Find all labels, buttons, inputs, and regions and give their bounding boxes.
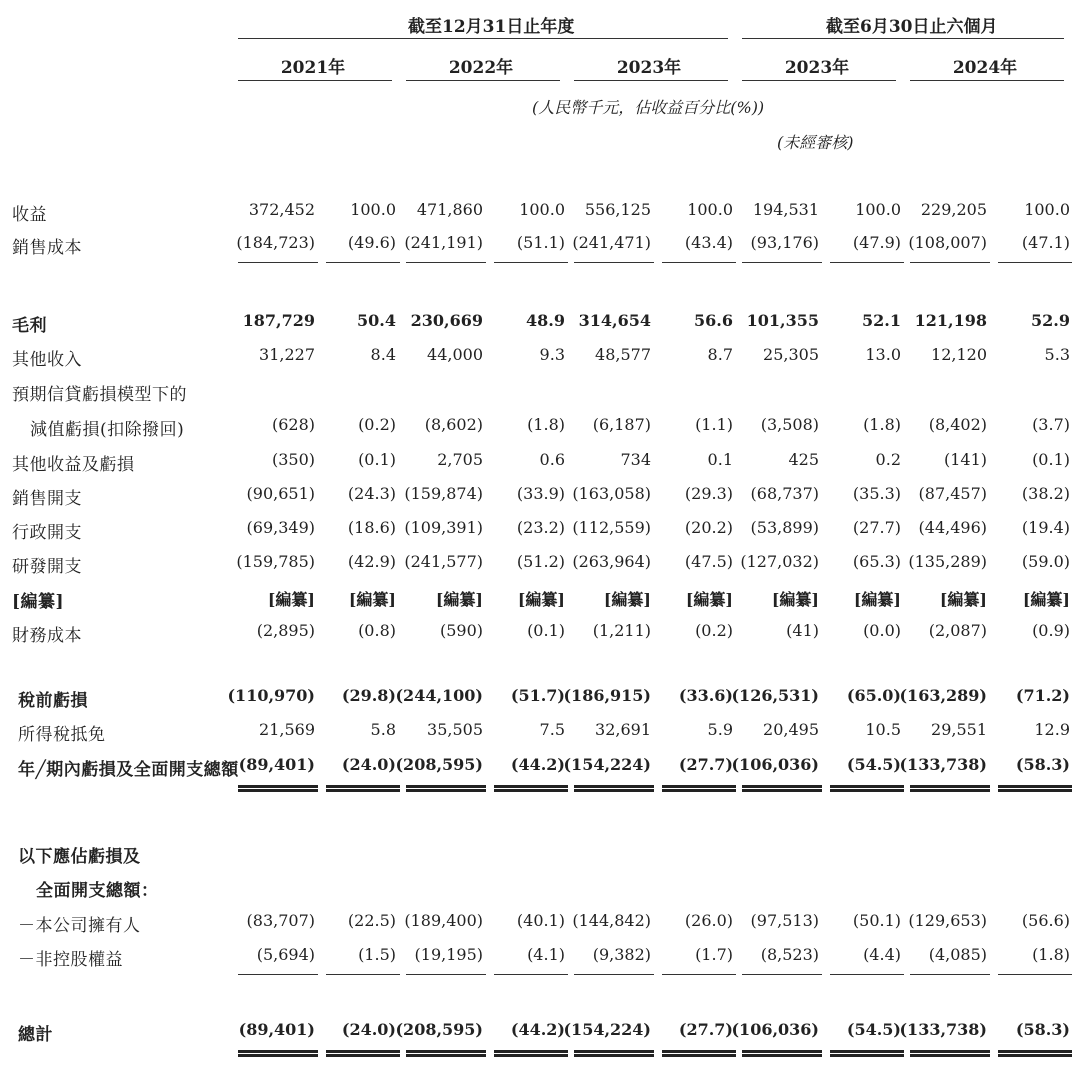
double-underline	[830, 785, 904, 792]
cell-value: 52.9	[1031, 311, 1070, 330]
cell-value: (47.9)	[852, 233, 901, 252]
row-label: 總計	[18, 1025, 53, 1045]
header-group-fy-rule	[238, 38, 728, 39]
cell-value: (68,737)	[750, 484, 819, 503]
single-underline	[406, 974, 486, 975]
cell-value: (51.1)	[516, 233, 565, 252]
cell-value: [編纂]	[771, 590, 819, 609]
row-label: 稅前虧損	[18, 691, 88, 711]
cell-value: 0.1	[707, 450, 733, 469]
cell-value: (41)	[786, 621, 819, 640]
cell-value: (44.2)	[510, 1020, 565, 1039]
row-label: 預期信貸虧損模型下的	[12, 385, 187, 405]
cell-value: (2,087)	[928, 621, 987, 640]
cell-value: (154,224)	[563, 755, 651, 774]
cell-value: (0.2)	[358, 415, 396, 434]
double-underline	[998, 1050, 1072, 1057]
single-underline	[238, 262, 318, 263]
cell-value: (0.8)	[358, 621, 396, 640]
cell-value: 0.2	[875, 450, 901, 469]
single-underline	[662, 262, 736, 263]
cell-value: [編纂]	[853, 590, 901, 609]
cell-value: 25,305	[763, 345, 819, 364]
cell-value: (59.0)	[1021, 552, 1070, 571]
cell-value: (58.3)	[1015, 755, 1070, 774]
cell-value: (65.0)	[846, 686, 901, 705]
year-rule-2022	[406, 80, 560, 81]
cell-value: (54.5)	[846, 755, 901, 774]
cell-value: (141)	[943, 450, 987, 469]
cell-value: 187,729	[242, 311, 315, 330]
unit-note: (人民幣千元，佔收益百分比(%))	[532, 98, 765, 117]
cell-value: (112,559)	[572, 518, 651, 537]
cell-value: (129,653)	[908, 911, 987, 930]
double-underline	[574, 1050, 654, 1057]
cell-value: (144,842)	[572, 911, 651, 930]
cell-value: (24.3)	[347, 484, 396, 503]
double-underline	[830, 1050, 904, 1057]
cell-value: (27.7)	[678, 1020, 733, 1039]
year-2021: 2021年	[280, 58, 346, 78]
cell-value: (208,595)	[395, 755, 483, 774]
single-underline	[326, 974, 400, 975]
cell-value: (159,874)	[404, 484, 483, 503]
cell-value: (0.0)	[863, 621, 901, 640]
cell-value: (87,457)	[918, 484, 987, 503]
cell-value: (90,651)	[246, 484, 315, 503]
year-rule-2021	[238, 80, 392, 81]
cell-value: 8.7	[707, 345, 733, 364]
cell-value: [編纂]	[267, 590, 315, 609]
cell-value: (69,349)	[246, 518, 315, 537]
cell-value: (2,895)	[256, 621, 315, 640]
cell-value: (49.6)	[347, 233, 396, 252]
cell-value: (135,289)	[908, 552, 987, 571]
cell-value: (6,187)	[592, 415, 651, 434]
single-underline	[742, 262, 822, 263]
cell-value: (24.0)	[341, 755, 396, 774]
cell-value: (9,382)	[592, 945, 651, 964]
cell-value: (163,289)	[899, 686, 987, 705]
row-label: [編纂]	[12, 592, 65, 612]
cell-value: (35.3)	[852, 484, 901, 503]
cell-value: (1.8)	[1032, 945, 1070, 964]
double-underline	[494, 1050, 568, 1057]
cell-value: (29.3)	[684, 484, 733, 503]
single-underline	[574, 262, 654, 263]
cell-value: (51.2)	[516, 552, 565, 571]
cell-value: 100.0	[687, 200, 733, 219]
cell-value: 121,198	[914, 311, 987, 330]
cell-value: (89,401)	[238, 755, 315, 774]
row-label: 行政開支	[12, 523, 82, 543]
cell-value: 10.5	[865, 720, 901, 739]
cell-value: (244,100)	[395, 686, 483, 705]
cell-value: 7.5	[539, 720, 565, 739]
double-underline	[662, 1050, 736, 1057]
single-underline	[238, 974, 318, 975]
cell-value: (8,402)	[928, 415, 987, 434]
cell-value: (19.4)	[1021, 518, 1070, 537]
double-underline	[742, 1050, 822, 1057]
cell-value: (4.1)	[527, 945, 565, 964]
cell-value: (24.0)	[341, 1020, 396, 1039]
cell-value: (43.4)	[684, 233, 733, 252]
row-label: 財務成本	[12, 626, 82, 646]
cell-value: 100.0	[350, 200, 396, 219]
header-group-six-months: 截至6月30日止六個月	[826, 17, 998, 37]
cell-value: 471,860	[416, 200, 483, 219]
double-underline	[494, 785, 568, 792]
cell-value: (26.0)	[684, 911, 733, 930]
cell-value: (189,400)	[404, 911, 483, 930]
cell-value: (38.2)	[1021, 484, 1070, 503]
cell-value: (109,391)	[404, 518, 483, 537]
cell-value: 100.0	[1024, 200, 1070, 219]
row-label: 全面開支總額：	[36, 881, 159, 901]
row-label: 以下應佔虧損及	[18, 847, 141, 867]
cell-value: [編纂]	[435, 590, 483, 609]
cell-value: 101,355	[746, 311, 819, 330]
cell-value: (47.1)	[1021, 233, 1070, 252]
cell-value: 100.0	[519, 200, 565, 219]
cell-value: (628)	[271, 415, 315, 434]
cell-value: (126,531)	[731, 686, 819, 705]
cell-value: 0.6	[539, 450, 565, 469]
year-rule-2024-h1	[910, 80, 1064, 81]
double-underline	[662, 785, 736, 792]
row-label: 減值虧損(扣除撥回)	[30, 420, 185, 440]
cell-value: (58.3)	[1015, 1020, 1070, 1039]
cell-value: (23.2)	[516, 518, 565, 537]
cell-value: [編纂]	[939, 590, 987, 609]
cell-value: 100.0	[855, 200, 901, 219]
double-underline	[742, 785, 822, 792]
cell-value: 8.4	[370, 345, 396, 364]
year-2023-fy: 2023年	[616, 58, 682, 78]
cell-value: 56.6	[694, 311, 733, 330]
cell-value: (1.7)	[695, 945, 733, 964]
double-underline	[406, 1050, 486, 1057]
cell-value: (110,970)	[227, 686, 315, 705]
year-rule-2023-fy	[574, 80, 728, 81]
cell-value: (83,707)	[246, 911, 315, 930]
cell-value: (33.9)	[516, 484, 565, 503]
cell-value: (590)	[439, 621, 483, 640]
cell-value: 9.3	[539, 345, 565, 364]
single-underline	[326, 262, 400, 263]
cell-value: (106,036)	[731, 1020, 819, 1039]
cell-value: (0.1)	[527, 621, 565, 640]
cell-value: (133,738)	[899, 755, 987, 774]
row-label: －本公司擁有人	[18, 916, 141, 936]
cell-value: (19,195)	[414, 945, 483, 964]
cell-value: (44,496)	[918, 518, 987, 537]
cell-value: (18.6)	[347, 518, 396, 537]
row-label: 銷售成本	[12, 238, 82, 258]
row-label: 其他收入	[12, 350, 82, 370]
cell-value: 35,505	[427, 720, 483, 739]
cell-value: [編纂]	[517, 590, 565, 609]
cell-value: (27.7)	[678, 755, 733, 774]
cell-value: 48.9	[526, 311, 565, 330]
cell-value: [編纂]	[685, 590, 733, 609]
double-underline	[910, 785, 990, 792]
cell-value: 29,551	[931, 720, 987, 739]
cell-value: (8,523)	[760, 945, 819, 964]
cell-value: (97,513)	[750, 911, 819, 930]
double-underline	[326, 785, 400, 792]
cell-value: (4,085)	[928, 945, 987, 964]
unaudited-note: (未經審核)	[777, 133, 854, 152]
double-underline	[998, 785, 1072, 792]
cell-value: 12,120	[931, 345, 987, 364]
double-underline	[406, 785, 486, 792]
cell-value: (127,032)	[740, 552, 819, 571]
cell-value: (89,401)	[238, 1020, 315, 1039]
cell-value: 31,227	[259, 345, 315, 364]
cell-value: 5.9	[707, 720, 733, 739]
cell-value: (33.6)	[678, 686, 733, 705]
cell-value: (159,785)	[236, 552, 315, 571]
year-2024-h1: 2024年	[952, 58, 1018, 78]
cell-value: (4.4)	[863, 945, 901, 964]
cell-value: 20,495	[763, 720, 819, 739]
year-2023-h1: 2023年	[784, 58, 850, 78]
cell-value: 44,000	[427, 345, 483, 364]
double-underline	[574, 785, 654, 792]
row-label: 其他收益及虧損	[12, 455, 135, 475]
row-label: 研發開支	[12, 557, 82, 577]
cell-value: 734	[620, 450, 651, 469]
cell-value: 425	[788, 450, 819, 469]
header-group-fiscal-year: 截至12月31日止年度	[408, 17, 575, 37]
cell-value: (5,694)	[256, 945, 315, 964]
cell-value: 5.8	[370, 720, 396, 739]
cell-value: (3,508)	[760, 415, 819, 434]
cell-value: (3.7)	[1032, 415, 1070, 434]
cell-value: (1.5)	[358, 945, 396, 964]
single-underline	[830, 974, 904, 975]
row-label: 收益	[12, 205, 47, 225]
cell-value: (56.6)	[1021, 911, 1070, 930]
cell-value: 32,691	[595, 720, 651, 739]
cell-value: 52.1	[862, 311, 901, 330]
cell-value: 48,577	[595, 345, 651, 364]
cell-value: 21,569	[259, 720, 315, 739]
year-2022: 2022年	[448, 58, 514, 78]
cell-value: (184,723)	[236, 233, 315, 252]
cell-value: (0.1)	[1032, 450, 1070, 469]
cell-value: (22.5)	[347, 911, 396, 930]
cell-value: (44.2)	[510, 755, 565, 774]
header-group-h1-rule	[742, 38, 1064, 39]
row-label: 年╱期內虧損及全面開支總額	[18, 760, 239, 780]
cell-value: (40.1)	[516, 911, 565, 930]
cell-value: 314,654	[578, 311, 651, 330]
cell-value: (0.2)	[695, 621, 733, 640]
cell-value: 12.9	[1034, 720, 1070, 739]
cell-value: 13.0	[865, 345, 901, 364]
year-rule-2023-h1	[742, 80, 896, 81]
cell-value: [編纂]	[1022, 590, 1070, 609]
cell-value: (263,964)	[572, 552, 651, 571]
cell-value: [編纂]	[603, 590, 651, 609]
cell-value: (241,191)	[404, 233, 483, 252]
cell-value: (241,471)	[572, 233, 651, 252]
single-underline	[494, 262, 568, 263]
single-underline	[406, 262, 486, 263]
cell-value: (51.7)	[510, 686, 565, 705]
cell-value: (186,915)	[563, 686, 651, 705]
cell-value: (8,602)	[424, 415, 483, 434]
cell-value: (350)	[271, 450, 315, 469]
cell-value: 372,452	[248, 200, 315, 219]
double-underline	[326, 1050, 400, 1057]
cell-value: 229,205	[920, 200, 987, 219]
double-underline	[238, 785, 318, 792]
cell-value: (47.5)	[684, 552, 733, 571]
cell-value: (1.8)	[863, 415, 901, 434]
cell-value: (54.5)	[846, 1020, 901, 1039]
single-underline	[910, 974, 990, 975]
single-underline	[742, 974, 822, 975]
cell-value: (133,738)	[899, 1020, 987, 1039]
double-underline	[238, 1050, 318, 1057]
cell-value: (154,224)	[563, 1020, 651, 1039]
cell-value: (27.7)	[852, 518, 901, 537]
cell-value: (71.2)	[1015, 686, 1070, 705]
cell-value: (42.9)	[347, 552, 396, 571]
cell-value: (20.2)	[684, 518, 733, 537]
cell-value: (65.3)	[852, 552, 901, 571]
cell-value: (29.8)	[341, 686, 396, 705]
double-underline	[910, 1050, 990, 1057]
cell-value: (1.8)	[527, 415, 565, 434]
cell-value: (208,595)	[395, 1020, 483, 1039]
single-underline	[910, 262, 990, 263]
cell-value: 230,669	[410, 311, 483, 330]
row-label: 銷售開支	[12, 489, 82, 509]
cell-value: (0.9)	[1032, 621, 1070, 640]
cell-value: (50.1)	[852, 911, 901, 930]
row-label: 毛利	[12, 316, 47, 336]
single-underline	[662, 974, 736, 975]
cell-value: 50.4	[357, 311, 396, 330]
row-label: －非控股權益	[18, 950, 123, 970]
cell-value: (241,577)	[404, 552, 483, 571]
single-underline	[574, 974, 654, 975]
cell-value: (163,058)	[572, 484, 651, 503]
cell-value: (108,007)	[908, 233, 987, 252]
cell-value: (0.1)	[358, 450, 396, 469]
cell-value: 556,125	[584, 200, 651, 219]
single-underline	[998, 262, 1072, 263]
cell-value: [編纂]	[348, 590, 396, 609]
cell-value: 194,531	[752, 200, 819, 219]
cell-value: 2,705	[437, 450, 483, 469]
cell-value: (1.1)	[695, 415, 733, 434]
single-underline	[830, 262, 904, 263]
cell-value: (93,176)	[750, 233, 819, 252]
row-label: 所得稅抵免	[18, 725, 106, 745]
single-underline	[998, 974, 1072, 975]
cell-value: (1,211)	[592, 621, 651, 640]
cell-value: (53,899)	[750, 518, 819, 537]
cell-value: 5.3	[1044, 345, 1070, 364]
single-underline	[494, 974, 568, 975]
cell-value: (106,036)	[731, 755, 819, 774]
